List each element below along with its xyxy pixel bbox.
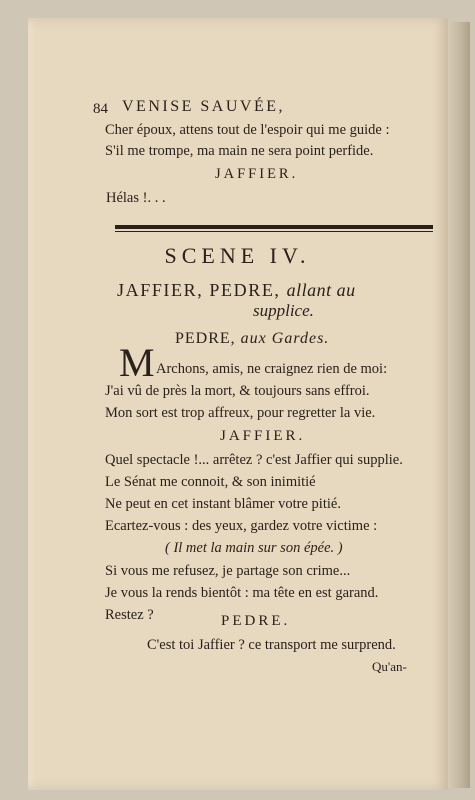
verse-line: Restez ? [105, 607, 154, 623]
speaker-name: PEDRE. [221, 613, 291, 629]
verse-line: Mon sort est trop affreux, pour regretter la vie. [105, 405, 376, 421]
page-edge [448, 22, 470, 788]
verse-line: Le Sénat me connoit, & son inimitié [105, 474, 316, 490]
section-rule-thin [115, 231, 433, 232]
speaker-direction: aux Gardes. [240, 330, 330, 347]
speaker-name: JAFFIER. [220, 428, 306, 444]
verse-line: Ecartez-vous : des yeux, gardez votre victime : [105, 518, 378, 534]
stage-direction: ( Il met la main sur son épée. ) [165, 540, 343, 556]
scene-title: SCENE IV. [164, 243, 311, 268]
running-head-title: VENISE SAUVÉE, [122, 98, 285, 115]
verse-line: Hélas !. . . [106, 190, 166, 206]
verse-line: Quel spectacle !... arrêtez ? c'est Jaffier qui supplie. [105, 452, 403, 468]
cast-names: JAFFIER, PEDRE, [117, 280, 281, 300]
cast-line [117, 282, 356, 298]
verse-line: Archons, amis, ne craignez rien de moi: [156, 361, 388, 377]
page-number: 84 [93, 101, 108, 117]
verse-line: C'est toi Jaffier ? ce transport me surprend. [147, 637, 396, 653]
catchword: Qu'an- [372, 659, 407, 674]
cast-direction: allant au [286, 280, 356, 300]
drop-cap: M [119, 340, 155, 385]
speaker-line [175, 331, 329, 347]
verse-line: Si vous me refusez, je partage son crime... [105, 563, 351, 579]
speaker-name: JAFFIER. [215, 166, 299, 182]
speaker-name: PEDRE, [175, 330, 236, 347]
cast-direction-cont: supplice. [253, 301, 314, 320]
verse-line: Ne peut en cet instant blâmer votre pitié. [105, 496, 341, 512]
verse-line: Je vous la rends bientôt : ma tête en est garand. [105, 585, 379, 601]
verse-line: S'il me trompe, ma main ne sera point perfide. [105, 143, 374, 159]
verse-line: J'ai vû de près la mort, & toujours sans effroi. [105, 383, 370, 399]
verse-line: Cher époux, attens tout de l'espoir qui me guide : [105, 122, 390, 138]
section-rule-thick [115, 225, 433, 229]
